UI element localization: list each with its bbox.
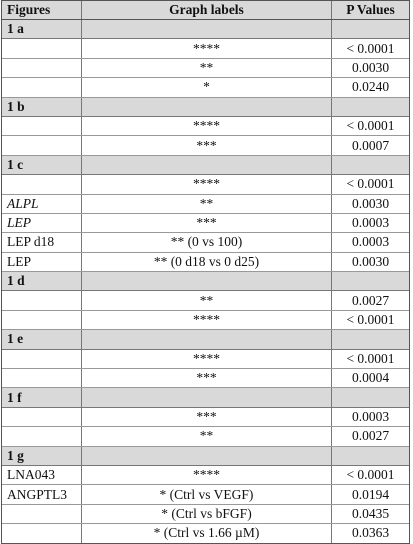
table-row bbox=[2, 524, 409, 543]
section-row bbox=[2, 156, 409, 175]
table-row bbox=[2, 253, 409, 272]
figure-cell bbox=[2, 524, 81, 542]
graph-label-cell: * (Ctrl vs bFGF) bbox=[81, 505, 331, 523]
figure-cell: LEP d18 bbox=[7, 234, 55, 250]
table-row bbox=[2, 214, 409, 233]
p-value-cell: 0.0027 bbox=[331, 427, 409, 445]
section-blank-cell bbox=[331, 20, 409, 38]
table-row bbox=[2, 136, 409, 155]
p-value-cell: 0.0194 bbox=[331, 485, 409, 503]
figure-cell bbox=[2, 350, 81, 368]
section-title: 1 g bbox=[7, 447, 24, 463]
graph-label-cell: * (Ctrl vs 1.66 µM) bbox=[81, 524, 331, 542]
table-row bbox=[2, 485, 409, 504]
graph-label-cell: **** bbox=[81, 39, 331, 57]
figure-cell: LEP bbox=[7, 253, 32, 269]
table-row bbox=[2, 233, 409, 252]
figure-cell bbox=[2, 78, 81, 96]
header-p-values: P Values bbox=[331, 1, 409, 19]
section-blank-cell bbox=[81, 156, 331, 174]
table-row bbox=[2, 427, 409, 446]
section-blank-cell bbox=[81, 98, 331, 116]
table-row bbox=[2, 117, 409, 136]
figure-cell: LEP bbox=[7, 215, 32, 231]
graph-label-cell: **** bbox=[81, 350, 331, 368]
p-value-cell: 0.0004 bbox=[331, 369, 409, 387]
table-row bbox=[2, 39, 409, 58]
p-value-cell: 0.0003 bbox=[331, 233, 409, 251]
section-blank-cell bbox=[81, 272, 331, 290]
section-title: 1 a bbox=[7, 21, 24, 37]
table-row bbox=[2, 291, 409, 310]
graph-label-cell: **** bbox=[81, 466, 331, 484]
graph-label-cell: ** bbox=[81, 195, 331, 213]
figure-cell bbox=[2, 291, 81, 309]
p-value-cell: 0.0363 bbox=[331, 524, 409, 542]
p-value-cell: 0.0007 bbox=[331, 136, 409, 154]
p-value-cell: 0.0435 bbox=[331, 505, 409, 523]
graph-label-cell: * (Ctrl vs VEGF) bbox=[81, 485, 331, 503]
section-title: 1 f bbox=[7, 389, 22, 405]
section-blank-cell bbox=[331, 447, 409, 465]
figure-cell bbox=[2, 505, 81, 523]
section-blank-cell bbox=[331, 330, 409, 348]
table-row bbox=[2, 78, 409, 97]
figure-cell bbox=[2, 59, 81, 77]
section-row bbox=[2, 20, 409, 39]
table-body bbox=[2, 20, 409, 544]
graph-label-cell: ** (0 d18 vs 0 d25) bbox=[81, 253, 331, 271]
figure-cell: ANGPTL3 bbox=[7, 486, 67, 502]
table-row bbox=[2, 369, 409, 388]
figure-cell bbox=[2, 39, 81, 57]
graph-label-cell: *** bbox=[81, 369, 331, 387]
figure-cell: LNA043 bbox=[7, 467, 55, 483]
section-blank-cell bbox=[331, 388, 409, 406]
figure-cell bbox=[2, 369, 81, 387]
p-value-cell: < 0.0001 bbox=[331, 175, 409, 193]
header-figures: Figures bbox=[7, 2, 51, 17]
table-row bbox=[2, 311, 409, 330]
figure-cell bbox=[2, 311, 81, 329]
section-blank-cell bbox=[81, 20, 331, 38]
p-value-cell: 0.0030 bbox=[331, 59, 409, 77]
figure-cell bbox=[2, 175, 81, 193]
p-value-cell: 0.0030 bbox=[331, 253, 409, 271]
graph-label-cell: *** bbox=[81, 408, 331, 426]
section-title: 1 c bbox=[7, 156, 24, 172]
figure-cell bbox=[2, 136, 81, 154]
graph-label-cell: ** bbox=[81, 59, 331, 77]
section-blank-cell bbox=[331, 272, 409, 290]
p-value-cell: 0.0003 bbox=[331, 408, 409, 426]
section-blank-cell bbox=[81, 447, 331, 465]
graph-label-cell: **** bbox=[81, 311, 331, 329]
section-row bbox=[2, 447, 409, 466]
pvalue-table bbox=[1, 0, 410, 544]
p-value-cell: 0.0030 bbox=[331, 195, 409, 213]
table-row bbox=[2, 59, 409, 78]
p-value-cell: 0.0027 bbox=[331, 291, 409, 309]
header-graph-labels: Graph labels bbox=[81, 1, 331, 19]
table-row bbox=[2, 408, 409, 427]
figure-cell: ALPL bbox=[7, 195, 39, 211]
table-header bbox=[2, 0, 409, 20]
figure-cell bbox=[2, 408, 81, 426]
p-value-cell: 0.0003 bbox=[331, 214, 409, 232]
section-blank-cell bbox=[331, 156, 409, 174]
graph-label-cell: * bbox=[81, 78, 331, 96]
p-value-cell: < 0.0001 bbox=[331, 466, 409, 484]
p-value-cell: < 0.0001 bbox=[331, 350, 409, 368]
table-row bbox=[2, 175, 409, 194]
graph-label-cell: *** bbox=[81, 136, 331, 154]
section-title: 1 b bbox=[7, 98, 25, 114]
table-row bbox=[2, 466, 409, 485]
p-value-cell: 0.0240 bbox=[331, 78, 409, 96]
figure-cell bbox=[2, 117, 81, 135]
graph-label-cell: ** bbox=[81, 427, 331, 445]
graph-label-cell: *** bbox=[81, 214, 331, 232]
p-value-cell: < 0.0001 bbox=[331, 117, 409, 135]
graph-label-cell: ** (0 vs 100) bbox=[81, 233, 331, 251]
figure-cell bbox=[2, 427, 81, 445]
section-row bbox=[2, 330, 409, 349]
graph-label-cell: ** bbox=[81, 291, 331, 309]
table-row bbox=[2, 350, 409, 369]
section-row bbox=[2, 98, 409, 117]
p-value-cell: < 0.0001 bbox=[331, 311, 409, 329]
p-value-cell: < 0.0001 bbox=[331, 39, 409, 57]
section-blank-cell bbox=[81, 388, 331, 406]
section-title: 1 d bbox=[7, 273, 25, 289]
section-row bbox=[2, 388, 409, 407]
table-row bbox=[2, 505, 409, 524]
section-title: 1 e bbox=[7, 331, 24, 347]
section-row bbox=[2, 272, 409, 291]
table-row bbox=[2, 195, 409, 214]
section-blank-cell bbox=[81, 330, 331, 348]
graph-label-cell: **** bbox=[81, 175, 331, 193]
graph-label-cell: **** bbox=[81, 117, 331, 135]
section-blank-cell bbox=[331, 98, 409, 116]
